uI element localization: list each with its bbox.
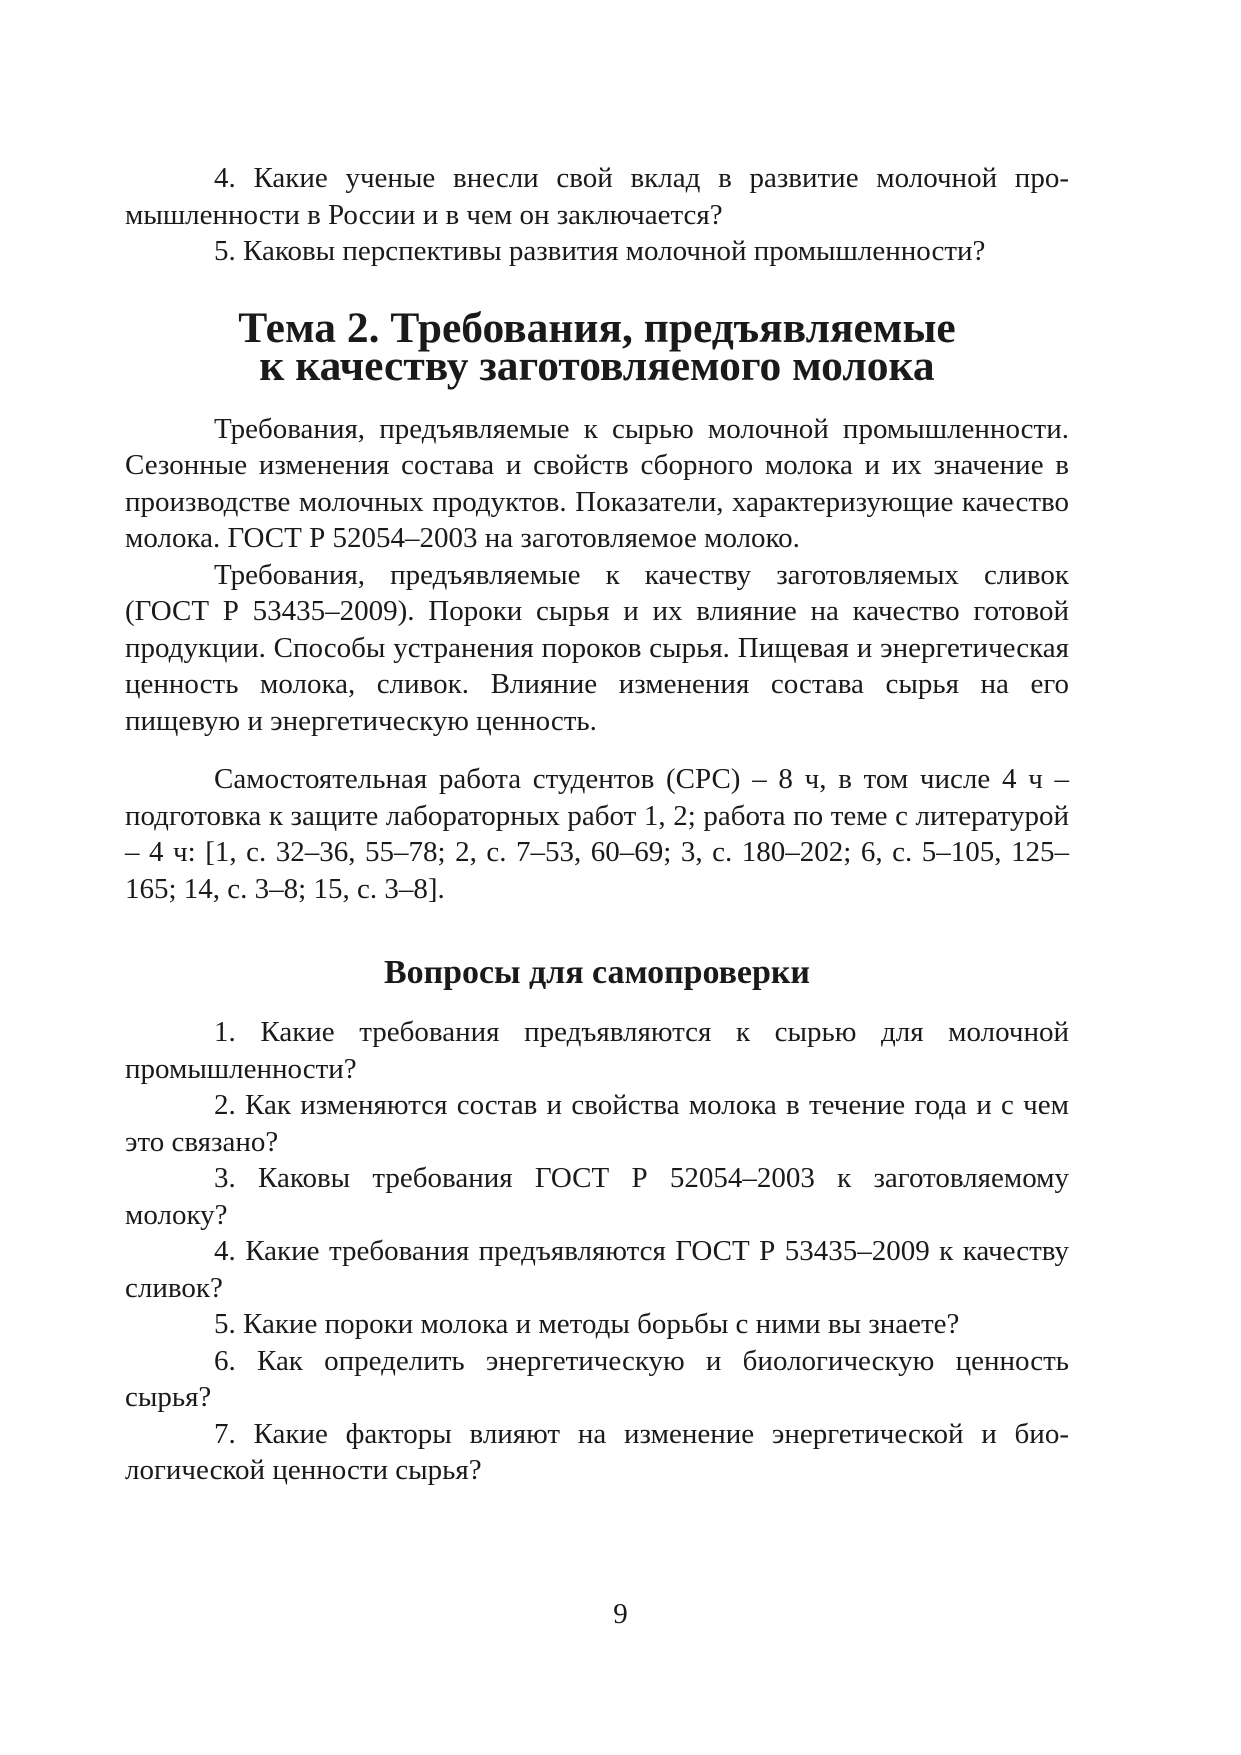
self-check-question-5: 5. Какие пороки молока и методы борьбы с ними вы знаете? [214, 1308, 960, 1340]
self-check-question-6: 6. Как определить энергетическую и биологическую ценность сырья? [125, 1344, 1069, 1413]
self-check-question-7: 7. Какие факторы влияют на изменение энергетической и биологической ценности сырья? [125, 1417, 1069, 1486]
self-check-heading: Вопросы для самопроверки [384, 954, 810, 991]
self-check-question-3: 3. Каковы требования ГОСТ Р 52054–2003 к заготовляемому молоку? [125, 1162, 1069, 1231]
self-check-question-2: 2. Как изменяются состав и свойства молока в течение года и с чем это связано? [125, 1089, 1069, 1158]
intro-question-4: 4. Какие ученые внесли свой вклад в развитие молочной промышленности в России и в чем он заключается? [125, 162, 1069, 231]
topic-title-line-1: Тема 2. Требования, предъявляемые [238, 303, 956, 352]
topic-title-line-2: к качеству заготовляемого молока [259, 341, 935, 390]
topic-paragraph-2: Требования, предъявляемые к качеству заготовляемых сливок (ГОСТ Р 53435–2009). Пороки сырья и их влияние на качество готовой продукции. Способы устранения пороков сырья. Пищевая и энергетическая ценность молока, сливок. Влияние изменения состава сырья на его пищевую и энергетическую ценность. [125, 558, 1069, 737]
topic-paragraph-1: Требования, предъявляемые к сырью молочной промышленности. Сезонные изменения состава и свойств сборного молока и их значение в производстве молочных продуктов. Показатели, характеризующие качество молока. ГОСТ Р 52054–2003 на заготовляемое молоко. [125, 412, 1069, 554]
srs-paragraph: Самостоятельная работа студентов (СРС) – 8 ч, в том числе 4 ч – подготовка к защите лабораторных работ 1, 2; работа по теме с литературой – 4 ч: [1, с. 32–36, 55–78; 2, с. 7–53, 60–69; 3, с. 180–202; 6, с. 5–105, 125–165; 14, с. 3–8; 15, с. 3–8]. [125, 763, 1069, 905]
topic-title [125, 303, 1069, 390]
self-check-question-1: 1. Какие требования предъявляются к сырью для молочной промышленности? [125, 1016, 1069, 1085]
intro-question-5: 5. Каковы перспективы развития молочной промышленности? [214, 235, 986, 267]
page-number: 9 [613, 1598, 628, 1630]
self-check-question-4: 4. Какие требования предъявляются ГОСТ Р 53435–2009 к качеству сливок? [125, 1235, 1069, 1304]
page-content [125, 160, 1069, 1489]
